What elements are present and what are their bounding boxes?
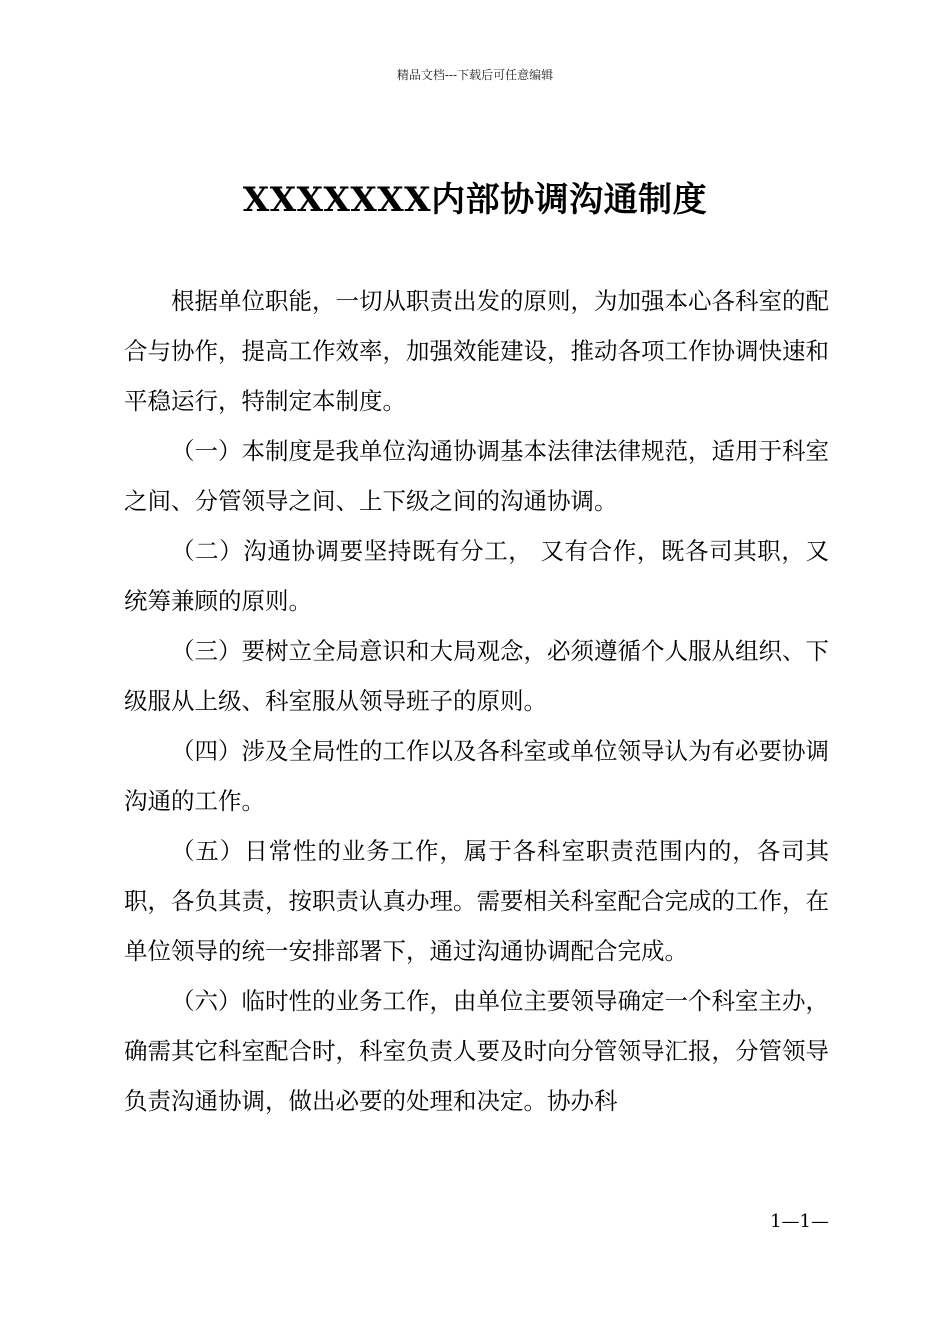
- document-title: XXXXXXX内部协调沟通制度: [242, 180, 708, 220]
- paragraph-item-1: （一）本制度是我单位沟通协调基本法律法律规范，适用于科室之间、分管领导之间、上下级之间的沟通协调。: [124, 437, 829, 515]
- page-number: 1—1—: [770, 1211, 829, 1232]
- header-note: 精品文档---下载后可任意编辑: [396, 68, 554, 82]
- paragraph-item-2: （二）沟通协调要坚持既有分工， 又有合作，既各司其职，又统筹兼顾的原则。: [124, 537, 829, 615]
- paragraph-intro: 根据单位职能，一切从职责出发的原则，为加强本心各科室的配合与协作，提高工作效率，加强效能建设，推动各项工作协调快速和平稳运行，特制定本制度。: [124, 287, 829, 415]
- paragraph-item-6: （六）临时性的业务工作，由单位主要领导确定一个科室主办，确需其它科室配合时，科室负责人要及时向分管领导汇报，分管领导负责沟通协调，做出必要的处理和决定。协办科: [124, 987, 829, 1115]
- paragraph-item-3: （三）要树立全局意识和大局观念，必须遵循个人服从组织、下级服从上级、科室服从领导班子的原则。: [124, 637, 829, 715]
- paragraph-item-4: （四）涉及全局性的工作以及各科室或单位领导认为有必要协调沟通的工作。: [124, 737, 829, 815]
- document-body: [124, 276, 829, 1126]
- paragraph-item-5: （五）日常性的业务工作，属于各科室职责范围内的，各司其职，各负其责，按职责认真办理。需要相关科室配合完成的工作，在单位领导的统一安排部署下，通过沟通协调配合完成。: [124, 837, 829, 965]
